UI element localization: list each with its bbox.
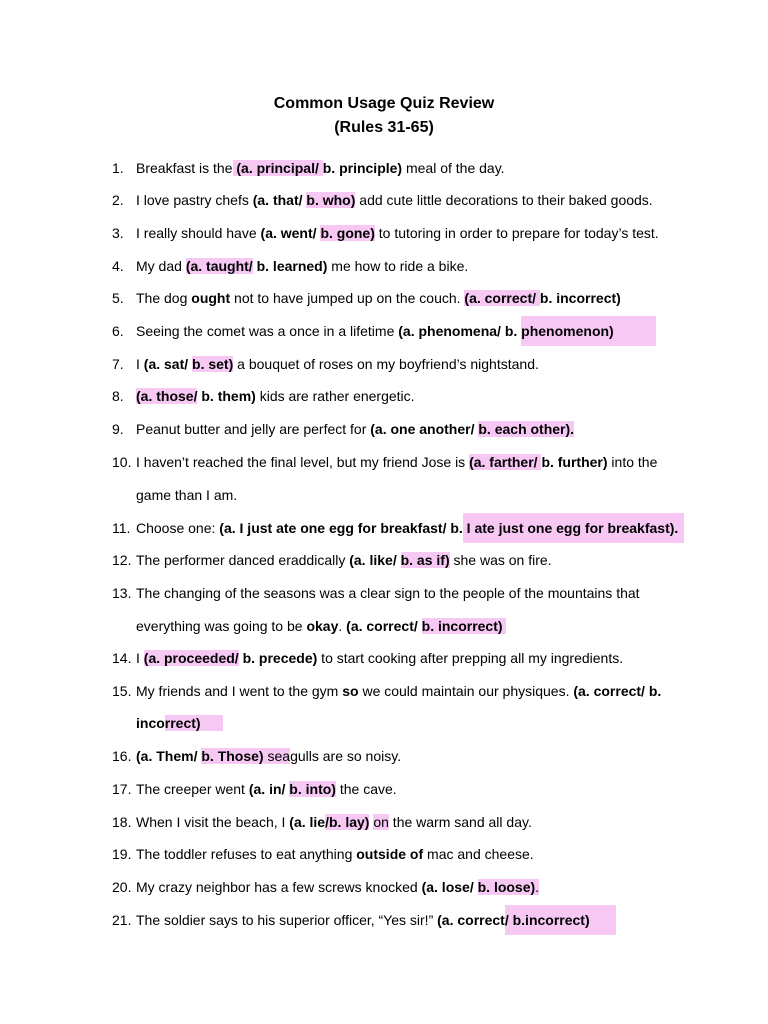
highlighted-answer: sea bbox=[263, 748, 291, 764]
text-segment: kids are rather energetic. bbox=[255, 388, 415, 404]
item-number: 9. bbox=[112, 421, 124, 437]
text-segment: not to have jumped up on the couch. bbox=[230, 290, 465, 306]
item-text bbox=[136, 156, 505, 180]
text-segment: b. principle) bbox=[322, 160, 403, 176]
text-segment: Seeing the comet was a once in a lifetime bbox=[136, 323, 399, 339]
highlighted-answer: /b. lay) bbox=[325, 814, 370, 830]
text-segment: to start cooking after prepping all my ingredients. bbox=[317, 650, 624, 666]
text-segment: Breakfast is the bbox=[136, 160, 233, 176]
text-segment: (a. correct/ bbox=[346, 618, 422, 634]
highlighted-answer: b. who) bbox=[306, 192, 356, 208]
text-segment: so bbox=[342, 683, 359, 699]
text-segment: a bouquet of roses on my boyfriend’s nightstand. bbox=[233, 356, 539, 372]
item-text bbox=[136, 679, 661, 703]
text-segment: The soldier says to his superior officer, “Yes sir!” bbox=[136, 912, 438, 928]
text-segment: (a. correct/ b. bbox=[573, 683, 662, 699]
text-segment: b. learned) bbox=[252, 258, 328, 274]
item-text bbox=[136, 450, 657, 474]
text-segment: (a. Them/ bbox=[136, 748, 202, 764]
item-number: 14. bbox=[112, 650, 132, 666]
text-segment: to tutoring in order to prepare for today’s test. bbox=[374, 225, 659, 241]
text-segment: the warm sand all day. bbox=[388, 814, 532, 830]
highlighted-answer: b. loose) bbox=[477, 879, 536, 895]
item-text bbox=[136, 483, 237, 507]
highlighted-answer: rrect) bbox=[165, 715, 223, 731]
text-segment: The dog bbox=[136, 290, 192, 306]
text-segment: the cave. bbox=[335, 781, 397, 797]
item-text bbox=[136, 548, 552, 572]
text-segment: I bbox=[136, 356, 144, 372]
item-text bbox=[136, 319, 656, 343]
item-number: 3. bbox=[112, 225, 124, 241]
text-segment: I haven’t reached the final level, but my friend Jose is bbox=[136, 454, 470, 470]
highlighted-answer: I ate just one egg for breakfast). bbox=[463, 513, 685, 543]
item-number: 8. bbox=[112, 388, 124, 404]
item-text bbox=[136, 646, 623, 670]
text-segment: mac and cheese. bbox=[423, 846, 534, 862]
text-segment: into the bbox=[607, 454, 658, 470]
text-segment: (a. correct bbox=[437, 912, 505, 928]
highlighted-answer: (a. those/ bbox=[136, 388, 198, 404]
text-segment: Peanut butter and jelly are perfect for bbox=[136, 421, 371, 437]
text-segment: (a. phenomena/ b. bbox=[398, 323, 522, 339]
text-segment: we could maintain our physiques. bbox=[358, 683, 574, 699]
text-segment: Choose one: bbox=[136, 520, 220, 536]
item-text bbox=[136, 384, 415, 408]
highlighted-answer: . bbox=[535, 879, 540, 895]
text-segment: (a. in/ bbox=[248, 781, 290, 797]
text-segment: b. further) bbox=[541, 454, 608, 470]
text-segment: My friends and I went to the gym bbox=[136, 683, 343, 699]
item-text bbox=[136, 352, 539, 376]
highlighted-answer: b. each other). bbox=[478, 421, 575, 437]
document-title: Common Usage Quiz Review bbox=[273, 95, 495, 112]
text-segment: I bbox=[136, 650, 144, 666]
item-text bbox=[136, 516, 684, 540]
text-segment: (a. lie bbox=[289, 814, 326, 830]
text-segment: (a. I just ate one egg for breakfast/ b. bbox=[219, 520, 463, 536]
text-segment: outside of bbox=[356, 846, 424, 862]
item-number: 18. bbox=[112, 814, 132, 830]
item-number: 19. bbox=[112, 846, 132, 862]
item-number: 7. bbox=[112, 356, 124, 372]
text-segment: (a. sat/ bbox=[143, 356, 193, 372]
highlighted-answer: (a. proceeded/ bbox=[143, 650, 239, 666]
item-number: 5. bbox=[112, 290, 124, 306]
text-segment: meal of the day. bbox=[402, 160, 505, 176]
item-text bbox=[136, 810, 532, 834]
highlighted-answer: b. into) bbox=[289, 781, 336, 797]
text-segment: (a. lose/ bbox=[421, 879, 478, 895]
item-number: 15. bbox=[112, 683, 132, 699]
text-segment: everything was going to be bbox=[136, 618, 307, 634]
text-segment: I really should have bbox=[136, 225, 261, 241]
text-segment: b. precede) bbox=[238, 650, 318, 666]
item-number: 4. bbox=[112, 258, 124, 274]
item-text bbox=[136, 842, 534, 866]
item-text bbox=[136, 254, 468, 278]
item-text bbox=[136, 221, 659, 245]
text-segment: The performer danced eraddically bbox=[136, 552, 350, 568]
text-segment: . bbox=[338, 618, 347, 634]
highlighted-answer: b. incorrect) bbox=[421, 618, 507, 634]
item-text bbox=[136, 581, 640, 605]
highlighted-answer: (a. principal/ bbox=[232, 160, 323, 176]
item-number: 6. bbox=[112, 323, 124, 339]
item-text bbox=[136, 188, 653, 212]
text-segment: b. them) bbox=[197, 388, 256, 404]
text-segment: When I visit the beach, I bbox=[136, 814, 290, 830]
item-text bbox=[136, 711, 223, 735]
text-segment: add cute little decorations to their baked goods. bbox=[355, 192, 653, 208]
item-number: 12. bbox=[112, 552, 132, 568]
text-segment: The creeper went bbox=[136, 781, 249, 797]
item-text bbox=[136, 908, 616, 932]
highlighted-answer: (a. taught/ bbox=[185, 258, 253, 274]
item-number: 10. bbox=[112, 454, 132, 470]
item-number: 16. bbox=[112, 748, 132, 764]
text-segment: b. incorrect) bbox=[539, 290, 621, 306]
text-segment: (a. like/ bbox=[349, 552, 401, 568]
text-segment: okay bbox=[306, 618, 339, 634]
text-segment: My dad bbox=[136, 258, 186, 274]
text-segment: me how to ride a bike. bbox=[327, 258, 469, 274]
highlighted-answer: (a. farther/ bbox=[469, 454, 542, 470]
text-segment: ought bbox=[191, 290, 231, 306]
highlighted-answer: phenomenon) bbox=[521, 316, 655, 346]
highlighted-answer: / b.incorrect) bbox=[505, 905, 616, 935]
item-text bbox=[136, 875, 539, 899]
item-text bbox=[136, 417, 574, 441]
text-segment: inco bbox=[136, 715, 165, 731]
item-text bbox=[136, 614, 506, 638]
item-number: 13. bbox=[112, 585, 132, 601]
text-segment: The toddler refuses to eat anything bbox=[136, 846, 357, 862]
text-segment: game than I am. bbox=[136, 487, 238, 503]
document-subtitle: (Rules 31-65) bbox=[334, 119, 434, 136]
highlighted-answer: (a. correct/ bbox=[464, 290, 540, 306]
item-number: 2. bbox=[112, 192, 124, 208]
item-text bbox=[136, 777, 397, 801]
highlighted-answer: b. gone) bbox=[320, 225, 375, 241]
text-segment: My crazy neighbor has a few screws knocked bbox=[136, 879, 422, 895]
item-number: 21. bbox=[112, 912, 132, 928]
highlighted-answer: b. Those) bbox=[201, 748, 264, 764]
highlighted-answer: b. set) bbox=[192, 356, 234, 372]
text-segment: The changing of the seasons was a clear sign to the people of the mountains that bbox=[136, 585, 640, 601]
item-text bbox=[136, 286, 621, 310]
highlighted-answer: b. as if) bbox=[400, 552, 450, 568]
text-segment: (a. that/ bbox=[252, 192, 307, 208]
text-segment: I love pastry chefs bbox=[136, 192, 253, 208]
text-segment: (a. went/ bbox=[260, 225, 321, 241]
item-number: 1. bbox=[112, 160, 124, 176]
text-segment: (a. one another/ bbox=[370, 421, 479, 437]
text-segment: gulls are so noisy. bbox=[290, 748, 402, 764]
item-number: 17. bbox=[112, 781, 132, 797]
text-segment: she was on fire. bbox=[449, 552, 552, 568]
item-number: 11. bbox=[112, 520, 131, 536]
highlighted-answer: on bbox=[373, 814, 389, 830]
item-text bbox=[136, 744, 401, 768]
item-number: 20. bbox=[112, 879, 132, 895]
